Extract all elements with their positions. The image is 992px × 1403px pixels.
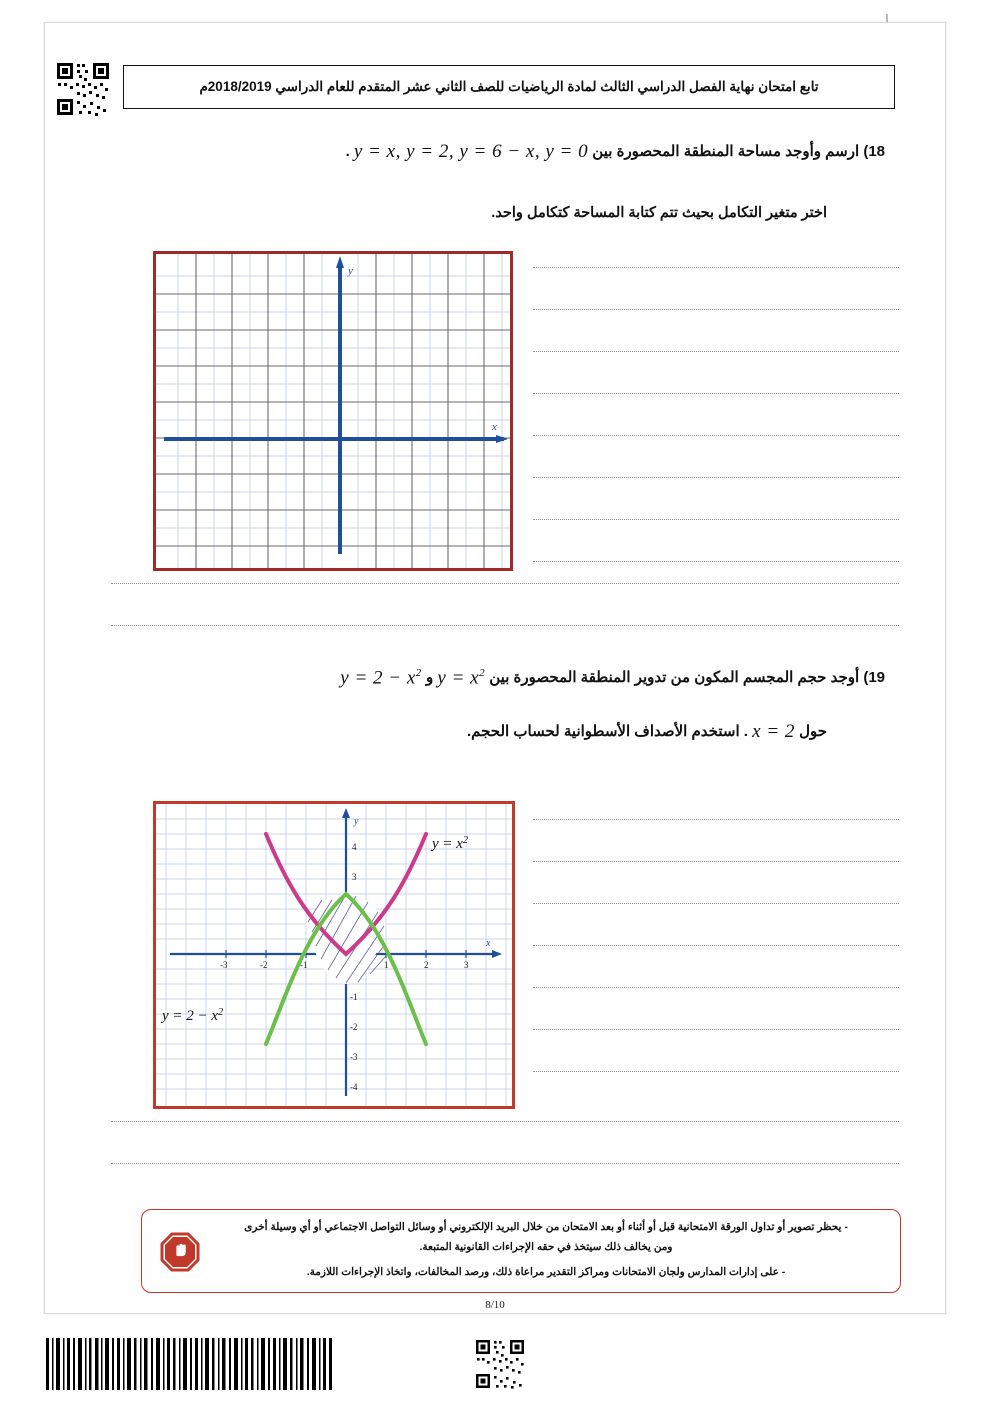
question-18-instruction: اختر متغير التكامل بحيث تتم كتابة المساحة كتكامل واحد. (491, 205, 827, 221)
svg-text:-3: -3 (220, 960, 228, 970)
question-19-line2-prefix: حول (799, 722, 827, 740)
svg-text:-1: -1 (300, 960, 308, 970)
svg-text:-2: -2 (260, 960, 268, 970)
answer-line (111, 583, 899, 584)
answer-line (533, 477, 899, 478)
question-19-number: 19) (863, 669, 885, 687)
answer-line (111, 1121, 899, 1122)
qr-code-icon (55, 61, 111, 117)
answer-line (533, 819, 899, 820)
answer-line (533, 519, 899, 520)
answer-line (533, 309, 899, 310)
svg-text:2: 2 (424, 960, 429, 970)
question-19-line2 (467, 721, 827, 743)
question-18-math: y = x, y = 2, y = 6 − x, y = 0 (353, 141, 589, 162)
answer-line (533, 1029, 899, 1030)
barcode (44, 1336, 334, 1392)
answer-line (533, 435, 899, 436)
warning-line-3: - على إدارات المدارس ولجان الامتحانات ومراكز التقدير مراعاة ذلك، ورصد المخالفات، واتخاذ الإجراءات اللازمة. (306, 1266, 786, 1278)
answer-line (533, 987, 899, 988)
answer-line (111, 1163, 899, 1164)
warning-line-1: - يحظر تصوير أو تداول الورقة الامتحانية قبل أو أثناء أو بعد الامتحان من خلال البريد الإلكتروني أو وسائل التواصل الاجتماعي أو أي وسيلة أخرى (244, 1221, 848, 1233)
question-18-line1 (346, 141, 885, 163)
svg-text:x: x (492, 421, 497, 433)
question-19-conjunction: و (425, 669, 434, 687)
svg-text:-3: -3 (350, 1052, 358, 1062)
answer-line (533, 351, 899, 352)
scan-artifact (886, 14, 888, 22)
svg-text:4: 4 (352, 842, 357, 852)
question-19-line2-suffix: . استخدم الأصداف الأسطوانية لحساب الحجم. (466, 722, 748, 740)
exam-header-title (123, 65, 895, 109)
answer-line (111, 625, 899, 626)
answer-line (533, 903, 899, 904)
svg-text:y: y (354, 816, 359, 827)
graph-question-19 (153, 801, 515, 1109)
qr-code-bottom-icon (474, 1338, 526, 1390)
question-18-period: . (345, 142, 350, 160)
svg-text:y = 2 − x2: $y = 2 - x^2$ (162, 1007, 224, 1024)
question-19-math-1: $y = x^2$ (437, 667, 486, 689)
answer-line (533, 393, 899, 394)
svg-text:1: 1 (384, 960, 389, 970)
svg-text:y = x2: $y = x^2$ (432, 835, 468, 852)
svg-text:3: 3 (464, 960, 469, 970)
stop-hand-icon (160, 1232, 200, 1272)
question-19-line1 (340, 667, 885, 689)
question-18-number: 18) (863, 142, 885, 160)
page-number: 8/10 (485, 1299, 505, 1311)
svg-text:-1: -1 (350, 992, 358, 1002)
warning-line-2: ومن يخالف ذلك سيتخذ في حقه الإجراءات القانونية المتبعة. (419, 1241, 673, 1253)
exam-header-text: تابع امتحان نهاية الفصل الدراسي الثالث لمادة الرياضيات للصف الثاني عشر المتقدم للعام الدراسي 2018/2019م (199, 79, 819, 95)
question-19-text: أوجد حجم المجسم المكون من تدوير المنطقة المحصورة بين (489, 669, 860, 687)
svg-text:-2: -2 (350, 1022, 358, 1032)
svg-text:3: 3 (352, 872, 357, 882)
graph-question-18 (153, 251, 513, 571)
svg-text:y: y (348, 265, 353, 277)
question-18-text: ارسم وأوجد مساحة المنطقة المحصورة بين (592, 142, 860, 160)
answer-line (533, 945, 899, 946)
answer-line (533, 861, 899, 862)
answer-line (533, 267, 899, 268)
answer-line (533, 561, 899, 562)
svg-text:-4: -4 (350, 1082, 358, 1092)
question-19-line2-math: x = 2 (752, 721, 795, 742)
answer-line (533, 1071, 899, 1072)
svg-text:x: x (486, 938, 491, 949)
question-19-math-2: $y = 2 - x^2$ (340, 667, 422, 689)
paper-sheet (44, 22, 946, 1314)
exam-warning-box (141, 1209, 901, 1293)
